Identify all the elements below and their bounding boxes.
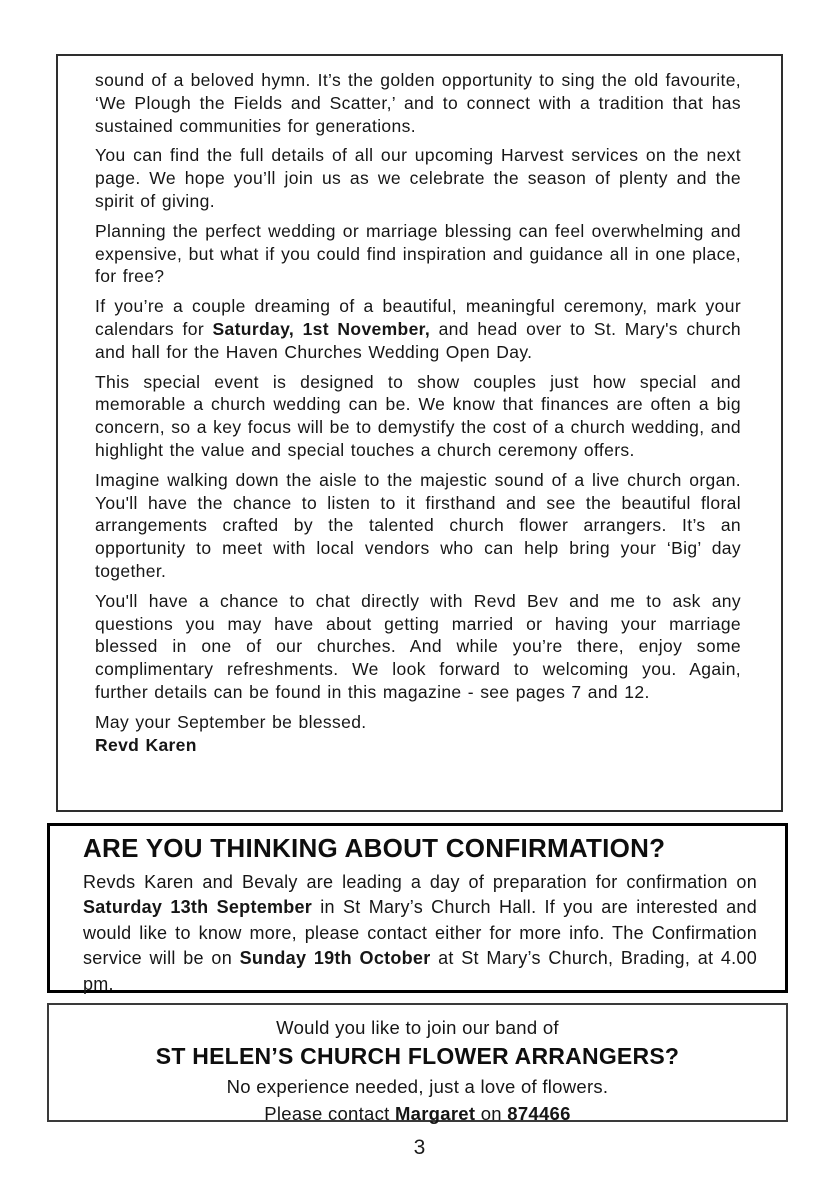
signature-line: Revd Karen: [95, 734, 197, 755]
confirmation-body: [83, 870, 757, 997]
page-number: 3: [413, 1136, 426, 1159]
letter-paragraph: [95, 371, 741, 462]
flowers-invite-line: Would you like to join our band of: [276, 1017, 559, 1038]
flowers-experience-line: No experience needed, just a love of flowers.: [226, 1076, 609, 1097]
bold-text-run: Sunday 19th October: [239, 948, 431, 969]
flowers-heading: ST HELEN’S CHURCH FLOWER ARRANGERS?: [155, 1043, 680, 1069]
letter-paragraph: [95, 295, 741, 363]
letter-paragraphs: [95, 69, 741, 704]
letter-paragraph: [95, 590, 741, 704]
text-run: sound of a beloved hymn. It’s the golden opportunity to sing the old favourite, ‘We Plough the Fields and Scatter,’ and to connect with a tradition that has sustained communities for generations.: [95, 70, 741, 136]
letter-paragraph: [95, 144, 741, 212]
text-run: This special event is designed to show couples just how special and memorable a church wedding can be. We know that finances are often a big concern, so a key focus will be to demystify the cost of a church wedding, and highlight the value and special touches a church ceremony offers.: [95, 371, 741, 460]
bold-text-run: 874466: [507, 1103, 571, 1124]
flowers-contact-line: [49, 1100, 786, 1127]
closing-line: May your September be blessed.: [95, 711, 367, 732]
text-run: Imagine walking down the aisle to the majestic sound of a live church organ. You'll have the chance to listen to it firsthand and see the beautiful floral arrangements crafted by the talented church flower arrangers. It’s an opportunity to meet with local vendors who can help bring your ‘Big’ day together.: [95, 469, 741, 581]
text-run: Revds Karen and Bevaly are leading a day of preparation for confirmation on: [83, 872, 757, 892]
letter-paragraph: [95, 69, 741, 137]
bold-text-run: Saturday, 1st November,: [212, 318, 431, 339]
text-run: on: [475, 1103, 508, 1124]
confirmation-heading: ARE YOU THINKING ABOUT CONFIRMATION?: [83, 833, 666, 863]
main-letter-box: [56, 54, 783, 812]
confirmation-box: [47, 823, 788, 993]
text-run: Please contact: [264, 1103, 395, 1124]
text-run: Planning the perfect wedding or marriage blessing can feel overwhelming and expensive, but what if you could find inspiration and guidance all in one place, for free?: [95, 220, 741, 287]
bold-text-run: Margaret: [394, 1103, 476, 1124]
flower-arrangers-box: [47, 1003, 788, 1122]
bold-text-run: Saturday 13th September: [83, 897, 313, 918]
text-run: You'll have a chance to chat directly with Revd Bev and me to ask any questions you may have about getting married or having your marriage blessed in one of our churches. And while you’re there, enjoy some complimentary refreshments. We look forward to welcoming you. Again, further details can be found in this magazine - see pages 7 and 12.: [95, 590, 741, 702]
letter-paragraph: [95, 220, 741, 288]
text-run: You can find the full details of all our upcoming Harvest services on the next page. We hope you’ll join us as we celebrate the season of plenty and the spirit of giving.: [95, 145, 741, 211]
text-run: in St Mary’s Church Hall. If you are interested and would like to know more, please contact either for more info. The Confirmation service will be on: [83, 897, 757, 969]
letter-paragraph: [95, 469, 741, 583]
text-run: If you’re a couple dreaming of a beautiful, meaningful ceremony, mark your calendars for: [95, 296, 741, 339]
text-run: at St Mary’s Church, Brading, at 4.00 pm.: [83, 948, 757, 994]
text-run: and head over to St. Mary's church and hall for the Haven Churches Wedding Open Day.: [95, 318, 742, 362]
